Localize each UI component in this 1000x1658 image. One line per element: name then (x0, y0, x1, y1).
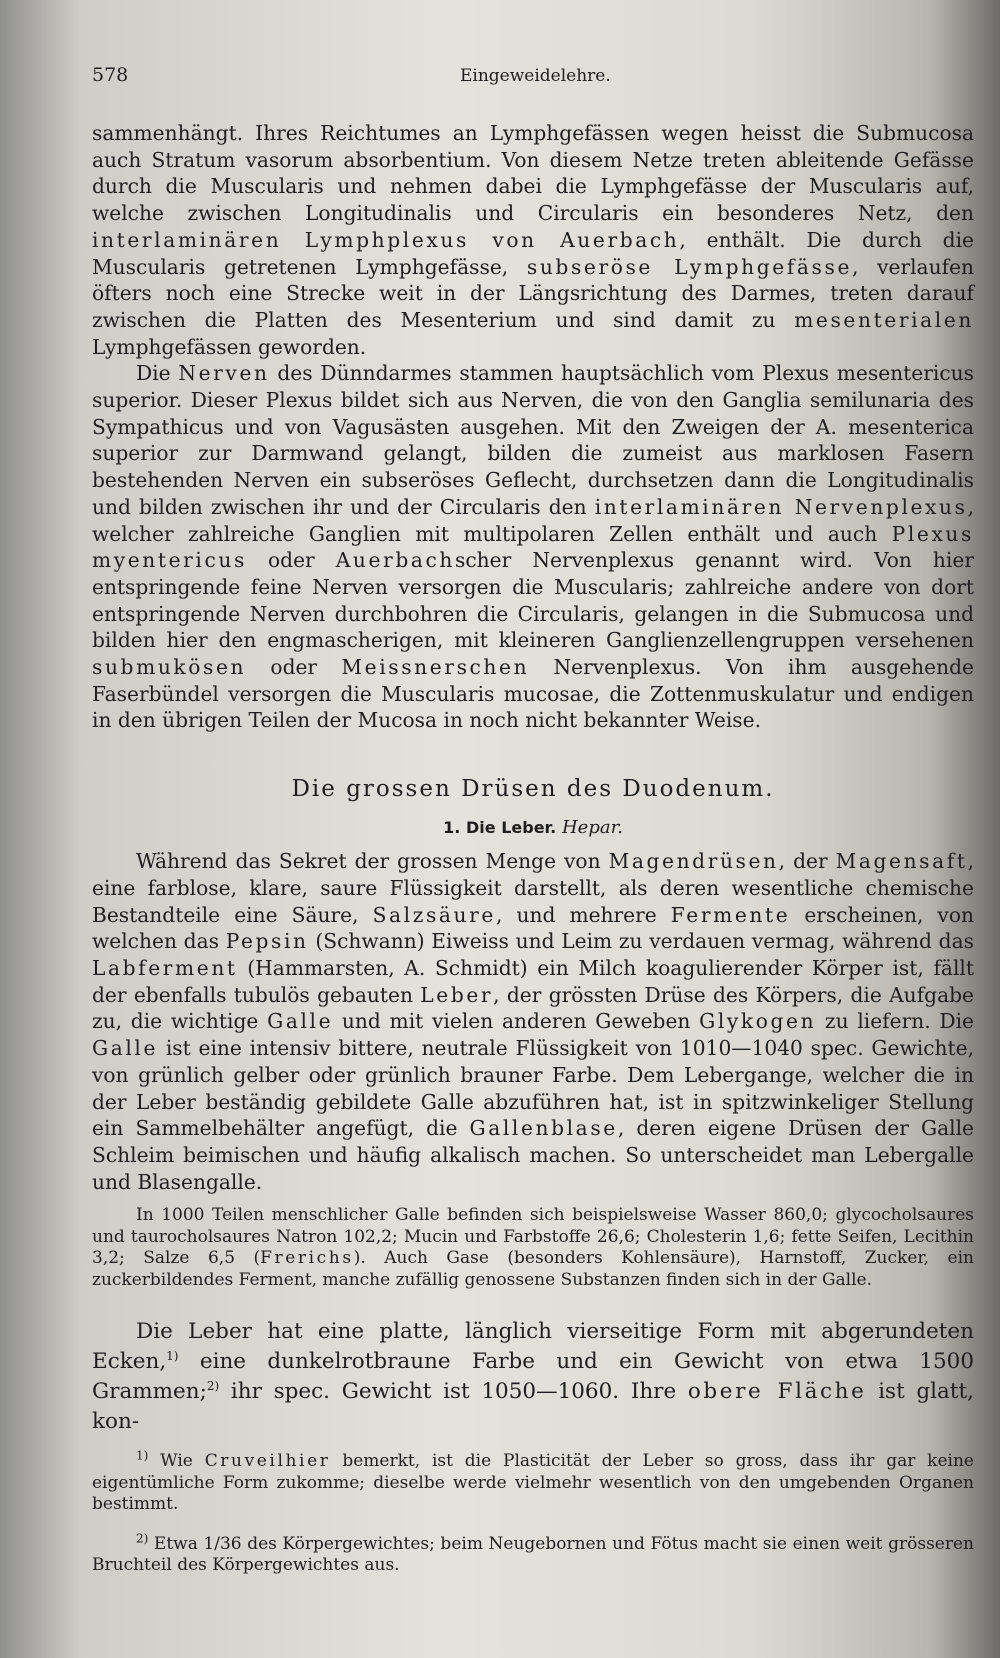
footnote-ref-1[interactable]: 1) (166, 1349, 179, 1364)
spaced-term: Frerichs (260, 1248, 354, 1269)
text-run: oder (246, 548, 336, 573)
paragraph-nerves (92, 360, 974, 734)
section-title: Die grossen Drüsen des Duodenum. (291, 776, 775, 803)
text-run: ist glatt, kon- (92, 1379, 974, 1435)
paragraph-bile-composition (92, 1205, 974, 1291)
spaced-term: Magendrüsen (608, 849, 779, 874)
text-run: , der (778, 849, 836, 874)
text-run: des Körpergewichtes; beim Neugebornen und Fötus macht sie einen weit grösseren Bruchteil des Körpergewichtes aus. (92, 1533, 974, 1576)
subsection-latin-name: Hepar. (561, 817, 623, 839)
subsection-number: 1. (443, 818, 461, 838)
paragraph-liver-form (92, 1317, 974, 1437)
spaced-term: mesenterialen (794, 307, 974, 332)
text-run: und mit vielen anderen Geweben (333, 1009, 700, 1034)
spaced-term: Nerven (178, 361, 270, 386)
page-content (92, 120, 974, 1577)
fraction: 1/36 (203, 1533, 242, 1554)
text-run: , enthält. Die durch die Muscularis getretenen Lymphgefässe, (92, 227, 975, 279)
text-run: Während das Sekret der grossen Menge von (136, 849, 609, 874)
spaced-term: Labferment (92, 955, 238, 980)
text-run: des Dünndarmes stammen hauptsächlich vom Plexus mesentericus superior. Dieser Plexus bildet sich aus Nerven, die von den Ganglia semilunaria des Sympathicus und von Vagusästen ausgehen. Mit den Zweigen der A. mesenterica superior zur Darmwand gelangt, bilden die zumeist aus marklosen Fasern bestehenden Nerven ein subseröses Geflecht, durchsetzen dann die Longitudinalis und bilden zwischen ihr und der Circularis den (92, 361, 974, 519)
footnote-mark: 1) (136, 1448, 149, 1463)
running-head: Eingeweidelehre. (460, 66, 611, 86)
paragraph-liver-secretion (92, 848, 974, 1195)
text-run: Die Leber hat eine platte, länglich vierseitige Form mit abgerundeten Ecken, (92, 1319, 974, 1375)
spaced-term: Pepsin (225, 929, 309, 954)
text-run: ). Auch Gase (besonders Kohlensäure), Harnstoff, Zucker, ein zuckerbildendes Ferment, manche zufällig genossene Substanzen finden sich in der Galle. (92, 1248, 974, 1290)
text-run: , welcher zahlreiche Ganglien mit multipolaren Zellen enthält und auch (92, 494, 975, 546)
spaced-term: Meissnerschen (341, 655, 530, 680)
footnote-separator (92, 1437, 974, 1451)
text-run: ihr spec. Gewicht ist 1050—1060. Ihre (219, 1379, 688, 1405)
text-run: scher Nervenplexus genannt wird. Von hier entspringende feine Nerven versorgen die Muscularis; zahlreiche andere von dort entspringende Nerven durchbohren die Circularis, gelangen in die Submucosa und bilden hier den engmascherigen, mit kleineren Ganglienzellengruppen versehenen (92, 548, 974, 653)
subsection-name: Die Leber. (466, 818, 557, 838)
text-run: In 1000 Teilen menschlicher Galle befinden sich beispielsweise Wasser 860,0; glycocholsaures und taurocholsaures Natron 102,2; Mucin und Farbstoffe 26,6; Cholesterin 1,6; fette Seifen, Lecithin 3,2; Salze 6,5 ( (92, 1205, 974, 1269)
spaced-term: interlaminären Lymphplexus von Auerbach (92, 227, 680, 252)
text-run: erscheinen, von welchen das (92, 902, 974, 954)
text-run: , und mehrere (495, 902, 671, 927)
spaced-term: Cruveilhier (204, 1451, 331, 1472)
spaced-term: Fermente (670, 902, 791, 927)
text-run: oder (246, 655, 342, 680)
spaced-term: Magensaft (835, 849, 968, 874)
subsection-title (92, 816, 974, 840)
spaced-term: Leber (420, 982, 494, 1007)
text-run: , deren eigene Drüsen der Galle Schleim beimischen und häufig alkalisch machen. So unterscheidet man Lebergalle und Blasengalle. (92, 1116, 974, 1194)
text-run: Lymphgefässen geworden. (92, 334, 367, 359)
paragraph-lymph-vessels (92, 120, 974, 360)
text-run: zu liefern. Die (816, 1009, 974, 1034)
text-run: , der grössten Drüse des Körpers, die Aufgabe zu, die wichtige (92, 982, 974, 1034)
spaced-term: Galle (92, 1036, 159, 1061)
spaced-term: Auerbach (335, 548, 455, 573)
text-run: ist eine intensiv bittere, neutrale Flüssigkeit von 1010—1040 spec. Gewichte, von grünlich gelber oder grünlich brauner Farbe. Dem Lebergange, welcher die in der Leber beständig gebildete Galle abzuführen hat, ist in spitzwinkeliger Stellung ein Sammelbehälter angefügt, die (92, 1036, 974, 1141)
page-number: 578 (92, 64, 129, 86)
text-run: bemerkt, ist die Plasticität der Leber so gross, dass ihr gar keine eigentümliche Form zukomme; dieselbe werde vielmehr wesentlich von den umgebenden Organen bestimmt. (92, 1451, 974, 1515)
spaced-term: Plexus myentericus (92, 521, 974, 573)
footnote-ref-2[interactable]: 2) (206, 1379, 220, 1394)
text-run: , eine farblose, klare, saure Flüssigkeit darstellt, als deren wesentliche chemische Bestandteile eine Säure, (92, 849, 974, 927)
footnote-2 (92, 1531, 974, 1577)
spaced-term: Gallenblase (469, 1116, 618, 1141)
spaced-term: Glykogen (699, 1009, 817, 1034)
text-run: sammenhängt. Ihres Reichtumes an Lymphgefässen wegen heisst die Submucosa auch Stratum vasorum absorbentium. Von diesem Netze treten ableitende Gefässe durch die Muscularis und nehmen dabei die Lymphgefässe der Muscularis auf, welche zwischen Longitudinalis und Circularis ein besonderes Netz, den (92, 121, 974, 226)
spaced-term: Salzsäure (372, 902, 496, 927)
spaced-term: interlaminären Nervenplexus (594, 494, 968, 519)
text-run: , verlaufen öfters noch eine Strecke weit in der Längsrichtung des Darmes, treten darauf zwischen die Platten des Mesenterium und sind damit zu (92, 254, 975, 332)
spaced-term: submukösen (92, 655, 247, 680)
text-run: Nervenplexus. Von ihm ausgehende Faserbündel versorgen die Muscularis mucosae, die Zottenmuskulatur und endigen in den übrigen Teilen der Mucosa in noch nicht bekannter Weise. (92, 655, 974, 733)
spaced-term: subseröse Lymphgefässe (526, 254, 853, 279)
text-run: Wie (148, 1451, 205, 1472)
footnote-1 (92, 1448, 974, 1516)
spaced-term: Galle (267, 1009, 334, 1034)
footnote-mark: 2) (136, 1531, 149, 1546)
text-run: (Schwann) Eiweiss und Leim zu verdauen vermag, während das (308, 929, 974, 954)
text-run: eine dunkelrotbraune Farbe und ein Gewicht von etwa 1500 Grammen; (92, 1349, 974, 1405)
text-run: Die (136, 361, 179, 386)
text-run: Etwa (148, 1533, 204, 1554)
spaced-term: obere Fläche (687, 1379, 867, 1405)
text-run: (Hammarsten, A. Schmidt) ein Milch koagulierender Körper ist, fällt der ebenfalls tubulös gebauten (92, 955, 974, 1007)
page-header (92, 64, 1000, 94)
